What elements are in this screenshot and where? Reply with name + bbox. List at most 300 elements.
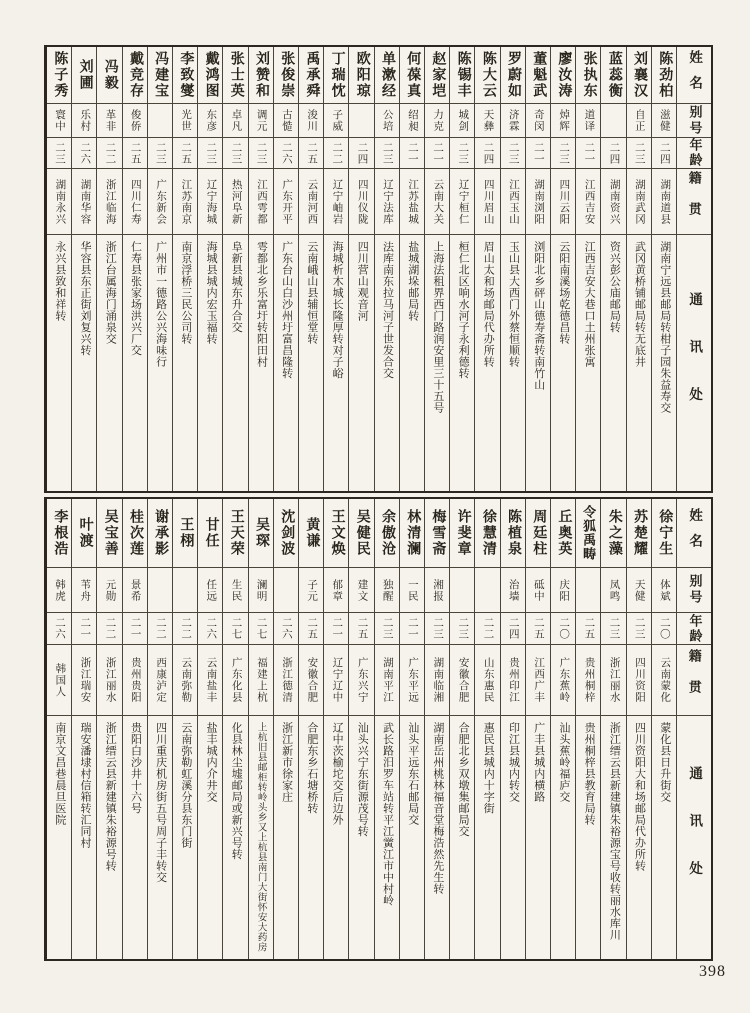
person-native-place: 湖南道县 — [659, 178, 671, 225]
person-address: 南京浮桥三民公司转 — [179, 241, 192, 345]
person-age-cell — [400, 138, 424, 169]
person-native-place-cell — [123, 169, 147, 235]
person-alias-cell — [223, 568, 247, 613]
person-alias-cell — [526, 568, 550, 613]
person-address: 阜新县城东升合交 — [230, 241, 243, 333]
person-age: 二四 — [658, 141, 670, 165]
person-age-cell — [72, 138, 96, 169]
person-age-cell — [324, 138, 348, 169]
person-age: 二五 — [532, 617, 544, 640]
person-column — [424, 47, 449, 491]
person-name: 董魁武 — [531, 51, 547, 99]
person-age-cell — [652, 138, 676, 169]
person-alias-cell — [425, 568, 449, 613]
person-alias-cell — [249, 104, 273, 138]
person-name: 蓝蕊衡 — [606, 51, 622, 99]
person-alias-cell — [274, 104, 298, 138]
person-native-place-cell — [475, 169, 499, 235]
person-age-cell — [223, 138, 247, 169]
person-alias: 革非 — [104, 109, 116, 132]
person-address-cell — [97, 716, 121, 959]
person-name: 戴竞存 — [127, 51, 143, 99]
person-native-place-cell — [576, 645, 600, 716]
person-alias: 庆阳 — [558, 578, 570, 602]
person-native-place-cell — [375, 645, 399, 716]
person-name-cell — [299, 47, 323, 104]
person-address: 广丰县城内横路 — [532, 722, 545, 803]
person-column — [474, 47, 499, 491]
person-name: 陈劲柏 — [657, 51, 673, 99]
row-header-native-place: 籍贯 — [686, 649, 702, 711]
person-native-place: 江西吉安 — [583, 178, 595, 225]
person-column — [147, 499, 172, 959]
person-native-place-cell — [274, 645, 298, 716]
person-alias: 韩虎 — [54, 578, 66, 602]
person-address: 化县林尘墟邮局或新兴号转 — [230, 722, 243, 860]
person-name: 林清澜 — [405, 509, 421, 557]
person-name-cell — [349, 499, 373, 568]
person-column — [96, 499, 121, 959]
person-age: 二三 — [432, 617, 444, 640]
person-age: 二三 — [633, 617, 645, 640]
person-name: 廖汝涛 — [556, 51, 572, 99]
person-age-cell — [148, 613, 172, 645]
row-header-native-place-cell — [677, 169, 711, 235]
person-column — [96, 47, 121, 491]
person-name-cell — [47, 499, 71, 568]
person-native-place-cell — [299, 645, 323, 716]
person-age-cell — [173, 613, 197, 645]
person-address-cell — [173, 235, 197, 491]
person-alias-cell — [375, 568, 399, 613]
person-name: 张俊崇 — [279, 51, 295, 99]
person-column — [474, 499, 499, 959]
person-address-cell — [249, 716, 273, 959]
row-header-name: 姓名 — [687, 507, 703, 559]
person-native-place-cell — [652, 169, 676, 235]
person-address-cell — [450, 716, 474, 959]
person-address: 盐城湖垛邮局转 — [406, 241, 419, 322]
person-alias: 济霖 — [507, 109, 519, 132]
person-native-place: 云南弥勒 — [180, 657, 192, 703]
person-native-place: 西康泸定 — [155, 657, 167, 703]
person-name: 吴宝善 — [102, 509, 118, 557]
person-name: 罗蔚如 — [506, 51, 522, 99]
person-native-place: 安徽合肥 — [306, 657, 318, 703]
person-native-place: 贵州贵阳 — [129, 657, 141, 703]
person-native-place: 贵州桐梓 — [583, 657, 595, 703]
person-alias-cell — [324, 104, 348, 138]
person-alias-cell — [299, 568, 323, 613]
person-native-place: 热河阜新 — [230, 178, 242, 225]
person-alias-cell — [450, 104, 474, 138]
row-header-age: 年龄 — [687, 613, 703, 644]
person-column — [374, 47, 399, 491]
person-alias-cell — [249, 568, 273, 613]
person-address-cell — [223, 716, 247, 959]
person-column — [348, 499, 373, 959]
person-age-cell — [375, 138, 399, 169]
person-native-place: 浙江瑞安 — [79, 657, 91, 703]
person-native-place-cell — [123, 645, 147, 716]
person-alias: 澜明 — [255, 578, 267, 602]
person-name-cell — [652, 47, 676, 104]
person-name: 陈大云 — [480, 51, 496, 99]
person-name-cell — [173, 47, 197, 104]
person-address-cell — [324, 716, 348, 959]
person-age-cell — [652, 613, 676, 645]
person-column — [575, 47, 600, 491]
person-age: 二五 — [356, 617, 368, 640]
person-age: 二七 — [255, 617, 267, 640]
person-alias-cell — [475, 104, 499, 138]
person-address-cell — [47, 235, 71, 491]
person-address: 汕头兴宁东街源茂号转 — [356, 722, 369, 837]
person-age-cell — [425, 613, 449, 645]
person-native-place-cell — [526, 645, 550, 716]
person-native-place: 广东蕉岭 — [558, 657, 570, 703]
person-address: 印江县城内转交 — [507, 722, 520, 803]
person-address: 海城析木城长隆厚转对子峪 — [331, 241, 344, 379]
person-name: 许斐章 — [455, 509, 471, 557]
person-name-cell — [97, 499, 121, 568]
row-header-alias: 别号 — [687, 574, 703, 606]
person-alias: 任远 — [205, 578, 217, 602]
person-native-place: 广东平远 — [407, 657, 419, 703]
person-alias-cell — [425, 104, 449, 138]
person-age-cell — [400, 613, 424, 645]
person-address: 贵州桐梓县教育局转 — [583, 722, 596, 826]
person-column — [222, 499, 247, 959]
person-column — [172, 499, 197, 959]
person-age-cell — [173, 138, 197, 169]
person-name-cell — [375, 47, 399, 104]
person-native-place-cell — [173, 169, 197, 235]
person-address-cell — [47, 716, 71, 959]
person-alias: 光世 — [180, 109, 192, 132]
person-native-place-cell — [198, 645, 222, 716]
person-native-place: 江西广丰 — [533, 657, 545, 703]
person-name-cell — [198, 499, 222, 568]
person-native-place: 辽宁海城 — [205, 178, 217, 225]
person-age-cell — [551, 138, 575, 169]
person-name-cell — [349, 47, 373, 104]
person-age: 二〇 — [558, 617, 570, 640]
person-alias-cell — [450, 568, 474, 613]
person-native-place-cell — [425, 169, 449, 235]
person-address: 浙江缙云县新建镇朱裕源号转 — [104, 722, 117, 872]
person-address-cell — [475, 235, 499, 491]
row-header-name-cell — [677, 499, 711, 568]
person-name: 甘任 — [203, 517, 219, 549]
person-age: 二一 — [406, 617, 418, 640]
person-age: 二三 — [54, 141, 66, 165]
person-alias: 凤鸣 — [608, 578, 620, 602]
person-address-cell — [123, 716, 147, 959]
person-age-cell — [47, 613, 71, 645]
person-alias-cell — [601, 104, 625, 138]
person-native-place-cell — [627, 169, 651, 235]
person-address-cell — [173, 716, 197, 959]
person-address-cell — [198, 235, 222, 491]
person-alias: 浚川 — [306, 109, 318, 132]
person-age: 二五 — [306, 141, 318, 165]
person-native-place-cell — [526, 169, 550, 235]
person-native-place: 浙江丽水 — [608, 657, 620, 703]
person-name-cell — [148, 47, 172, 104]
person-address: 惠民县城内十字街 — [482, 722, 495, 814]
person-native-place: 四川资阳 — [633, 657, 645, 703]
person-address-cell — [627, 716, 651, 959]
person-alias: 一民 — [406, 578, 418, 602]
person-native-place-cell — [576, 169, 600, 235]
person-address: 贵阳白沙井十六号 — [129, 722, 142, 814]
person-native-place-cell — [324, 169, 348, 235]
person-column — [449, 499, 474, 959]
person-column — [248, 47, 273, 491]
person-native-place: 辽宁岫岩 — [331, 178, 343, 225]
person-name-cell — [47, 47, 71, 104]
person-column — [525, 47, 550, 491]
person-native-place: 广东兴宁 — [356, 657, 368, 703]
person-age-cell — [627, 613, 651, 645]
person-column — [47, 47, 71, 491]
person-alias: 力克 — [432, 109, 444, 132]
person-alias: 体斌 — [658, 578, 670, 602]
person-native-place: 辽宁法库 — [381, 178, 393, 225]
person-native-place-cell — [97, 645, 121, 716]
person-address-cell — [400, 716, 424, 959]
person-native-place-cell — [349, 169, 373, 235]
person-alias-cell — [349, 104, 373, 138]
person-name: 陈植泉 — [506, 509, 522, 557]
person-name: 陈锡丰 — [455, 51, 471, 99]
person-alias: 天健 — [633, 578, 645, 602]
person-alias: 郁章 — [331, 578, 343, 602]
person-column — [626, 499, 651, 959]
person-alias-cell — [198, 568, 222, 613]
person-address: 南京文昌巷晨旦医院 — [53, 722, 66, 826]
person-address-cell — [501, 235, 525, 491]
person-column — [500, 47, 525, 491]
person-column — [273, 499, 298, 959]
directory-table-upper — [44, 45, 713, 493]
person-age-cell — [501, 613, 525, 645]
person-native-place-cell — [299, 169, 323, 235]
person-alias: 湘报 — [432, 578, 444, 602]
person-column — [298, 47, 323, 491]
person-native-place-cell — [148, 169, 172, 235]
person-alias-cell — [299, 104, 323, 138]
person-name: 徐慧清 — [480, 509, 496, 557]
person-age-cell — [425, 138, 449, 169]
person-age: 二三 — [381, 617, 393, 640]
person-alias-cell — [97, 568, 121, 613]
person-alias-cell — [627, 568, 651, 613]
person-alias-cell — [123, 104, 147, 138]
person-age: 二三 — [381, 141, 393, 165]
person-alias-cell — [601, 568, 625, 613]
person-name-cell — [223, 47, 247, 104]
person-age: 二一 — [432, 141, 444, 165]
person-alias: 调元 — [255, 109, 267, 132]
person-native-place: 福建上杭 — [255, 657, 267, 703]
row-header-address: 通讯处 — [687, 766, 703, 909]
person-name: 黄谦 — [304, 517, 320, 549]
person-name-cell — [526, 499, 550, 568]
person-alias: 俊侨 — [129, 109, 141, 132]
person-age: 二三 — [255, 141, 267, 165]
person-alias: 乐村 — [79, 109, 91, 132]
person-alias-cell — [501, 568, 525, 613]
person-column — [71, 499, 96, 959]
person-address: 桓仁北区响水河子永利德转 — [457, 241, 470, 379]
person-name-cell — [627, 47, 651, 104]
person-name: 周廷柱 — [531, 509, 547, 557]
person-age-cell — [475, 138, 499, 169]
person-name-cell — [601, 47, 625, 104]
person-age-cell — [627, 138, 651, 169]
person-age: 二一 — [331, 617, 343, 640]
person-address-cell — [627, 235, 651, 491]
person-alias-cell — [551, 568, 575, 613]
person-address-cell — [551, 235, 575, 491]
person-name: 单漱经 — [380, 51, 395, 99]
person-name-cell — [501, 499, 525, 568]
person-age-cell — [148, 138, 172, 169]
person-alias: 苇舟 — [79, 578, 91, 602]
person-alias: 公培 — [381, 109, 393, 132]
person-address: 资兴彭公庙邮局转 — [608, 241, 621, 333]
person-age: 二三 — [205, 141, 217, 165]
person-alias: 焯辉 — [558, 109, 570, 132]
person-native-place-cell — [173, 645, 197, 716]
person-native-place: 江苏南京 — [180, 178, 192, 225]
person-alias-cell — [72, 568, 96, 613]
person-native-place: 韩国人 — [54, 662, 66, 698]
person-age: 二四 — [482, 141, 494, 165]
person-age: 二三 — [457, 141, 469, 165]
row-header-address: 通讯处 — [687, 291, 703, 435]
person-address: 武长路汨罗车站转平江黉江市中村岭 — [381, 722, 394, 906]
person-column — [172, 47, 197, 491]
person-name-cell — [526, 47, 550, 104]
person-name: 徐宁生 — [657, 509, 673, 557]
person-column — [374, 499, 399, 959]
person-alias: 独醒 — [381, 578, 393, 602]
person-name: 戴鸿图 — [203, 51, 219, 99]
person-name: 张执东 — [581, 51, 597, 99]
person-address: 浙江新市徐家庄 — [280, 722, 293, 803]
person-alias-cell — [526, 104, 550, 138]
person-age: 二六 — [54, 617, 66, 640]
person-column — [550, 47, 575, 491]
person-alias: 景希 — [129, 578, 141, 602]
person-address: 仁寿县张家场洪兴厂交 — [129, 241, 142, 356]
person-age: 二五 — [129, 141, 141, 165]
row-header-name-cell — [677, 47, 711, 104]
person-address-cell — [97, 235, 121, 491]
row-header-alias: 别号 — [687, 104, 703, 137]
person-column — [273, 47, 298, 491]
person-address-cell — [576, 235, 600, 491]
person-age: 二二 — [104, 141, 116, 165]
person-column — [651, 499, 676, 959]
person-address-cell — [425, 235, 449, 491]
person-alias-cell — [324, 568, 348, 613]
person-age: 二三 — [633, 141, 645, 165]
person-name: 刘圃 — [77, 59, 93, 91]
person-address-cell — [72, 235, 96, 491]
person-name-cell — [400, 499, 424, 568]
person-alias-cell — [652, 568, 676, 613]
person-alias: 古慥 — [280, 109, 292, 132]
person-name: 欧阳琼 — [354, 51, 370, 99]
person-address-cell — [601, 716, 625, 959]
person-address: 上海法租界西门路润安里三十五号 — [431, 241, 444, 414]
person-alias-cell — [652, 104, 676, 138]
person-alias-cell — [148, 104, 172, 138]
person-address-cell — [652, 716, 676, 959]
person-name-cell — [576, 499, 600, 568]
person-alias-cell — [501, 104, 525, 138]
person-address: 雩都北乡乐富圩转阳田村 — [255, 241, 268, 368]
person-alias: 绍昶 — [406, 109, 418, 132]
person-address: 云南峨山县辅恒堂转 — [305, 241, 318, 345]
person-address-cell — [576, 716, 600, 959]
person-alias-cell — [551, 104, 575, 138]
person-column — [550, 499, 575, 959]
person-column — [71, 47, 96, 491]
person-age-cell — [97, 613, 121, 645]
person-name-cell — [425, 499, 449, 568]
person-alias: 子元 — [306, 578, 318, 602]
person-address: 四川重庆机房街五号周子丰转交 — [154, 722, 167, 883]
person-native-place: 江苏盐城 — [407, 178, 419, 225]
page-number: 398 — [699, 963, 726, 980]
person-native-place-cell — [601, 645, 625, 716]
person-alias: 道译 — [583, 109, 595, 132]
person-native-place-cell — [349, 645, 373, 716]
person-address: 法库南东拉马河子世发合交 — [381, 241, 394, 379]
person-address: 上杭旧县邮柜转岭头乡又上杭县南门大街怀安大药房 — [255, 722, 266, 952]
person-name-cell — [123, 47, 147, 104]
person-age: 二三 — [608, 617, 620, 640]
person-native-place-cell — [97, 169, 121, 235]
person-age: 二六 — [205, 617, 217, 640]
person-name-cell — [97, 47, 121, 104]
row-header-alias-cell — [677, 568, 711, 613]
person-native-place: 安徽合肥 — [457, 657, 469, 703]
person-native-place-cell — [601, 169, 625, 235]
person-name-cell — [249, 499, 273, 568]
person-column — [348, 47, 373, 491]
person-alias: 卓凡 — [230, 109, 242, 132]
person-name: 令狐禹畴 — [581, 505, 597, 561]
person-name: 苏楚耀 — [632, 509, 648, 557]
person-address: 盐丰城内介井交 — [205, 722, 218, 803]
person-native-place-cell — [400, 645, 424, 716]
person-native-place-cell — [425, 645, 449, 716]
person-alias-cell — [198, 104, 222, 138]
person-native-place-cell — [551, 169, 575, 235]
person-native-place-cell — [148, 645, 172, 716]
person-age: 二三 — [457, 617, 469, 640]
person-age: 二三 — [154, 141, 166, 165]
person-column — [525, 499, 550, 959]
person-address: 湖南岳州桃林福音堂梅浩然先生转 — [431, 722, 444, 895]
person-address-cell — [198, 716, 222, 959]
